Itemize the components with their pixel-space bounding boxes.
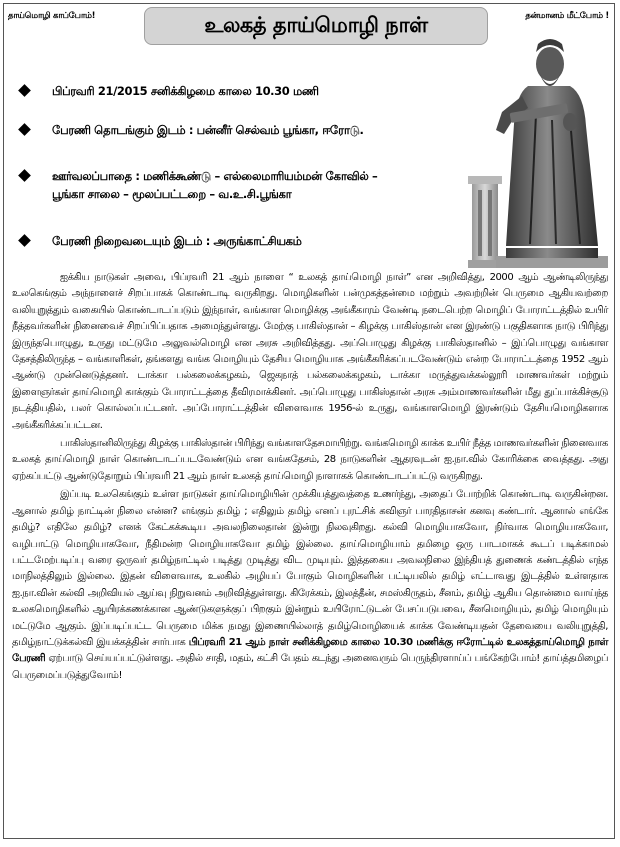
diamond-bullet-icon xyxy=(18,84,31,97)
event-details xyxy=(20,76,480,250)
paragraph-3-text: இப்படி உலகெங்கும் உள்ள நாடுகள் தாய்மொழியின் முக்கியத்துவத்தை உணர்ந்து, அதைப் போற்றிக் கொண்டாடி வருகின்றன. ஆனால் தமிழ் நாட்டின் நிலை என்ன? எங்கும் தமிழ் ; எதிலும் தமிழ் எனப் புரட்சிக் கவிஞர் பாரதிதாசன் கனவு கண்டார். ஆனால் எங்கே தமிழ்? எதிலே தமிழ்? எனக் கேட்கக்கூடிய அவலநிலைதான் இன்று நிலவுகிறது. கல்வி மொழியாகவோ, நிர்வாக மொழியாகவோ, வழிபாட்டு மொழியாகவோ, நீதிமன்ற மொழியாகவோ தமிழ் இல்லை. தாய்மொழியாம் தமிழை ஒரு பாடமாகக் கூடப் படிக்காமல் பட்டமேற்படிப்பு வரை ஒருவர் தமிழ்நாட்டில் படித்து முடித்து விட முடியும். இத்தகைய அவலநிலை இந்தியத் துணைக் கண்டத்தில் எந்த மாநிலத்திலும் இல்லை. இதன் விளைவாக, உலகில் அழியப் போகும் மொழிகளின் பட்டியலில் தமிழ் எட்டாவது இடத்தில் உள்ளதாக ஐ.நா.வின் கல்வி அறிவியல் ஆய்வு நிறுவனம் அறிவித்துள்ளது. கிரேக்கம், இலத்தீன், சமஸ்கிருதம், சீனம், தமிழ் ஆகிய தொன்மை வாய்ந்த உலகமொழிகளில் ஆயிரக்கணக்கான ஆண்டுகளுக்குப் பிறகும் இன்றும் உயிரோட்டுடன் பேசப்படுபவை, சீனமொழியும், தமிழ் மொழியும் மட்டுமே ஆகும். இப்படிப்பட்ட பெருமை மிக்க நமது இணையில்லாத் தமிழ்மொழியைக் காக்க வேண்டியதன் தேவையை வலியுறுத்தி, தமிழ்நாட்டுக்கல்வி இயக்கத்தின் சார்பாக xyxy=(12,489,608,648)
diamond-bullet-icon xyxy=(18,234,31,247)
rally-announcement: பிப்ரவரி 21 ஆம் நாள் சனிக்கிழமை காலை 10.30 மணிக்கு ஈரோட்டில் உலகத்தாய்மொழி நாள் பேரணி xyxy=(12,636,608,665)
page-title: உலகத் தாய்மொழி நாள் xyxy=(204,12,428,37)
statue-image xyxy=(466,34,614,270)
diamond-bullet-icon xyxy=(18,123,31,136)
diamond-bullet-icon xyxy=(18,169,31,182)
event-date-time xyxy=(20,82,480,100)
flyer-page xyxy=(3,3,615,839)
article-paragraph-3 xyxy=(12,487,608,684)
event-start-place xyxy=(20,121,480,139)
event-line: பேரணி நிறைவடையும் இடம் : அருங்காட்சியகம் xyxy=(52,234,302,248)
slogan-right: தன்மானம் மீட்போம் ! xyxy=(525,11,609,21)
article-paragraph-2: பாகிஸ்தானிலிருந்து கிழக்கு பாகிஸ்தான் பிரிந்து வங்காளதேசமாயிற்று. வங்கமொழி காக்க உயிர் நீத்த மாணவர்களின் நினைவாக உலகத் தாய்மொழி நாள் கொண்டாடப்படவேண்டும் என வங்கதேசம், 28 நாடுகளின் ஆதரவுடன் ஐ.நா.வில் கோரிக்கை வைத்தது. அது ஏற்கப்பட்டு ஆண்டுதோறும் பிப்ரவரி 21 ஆம் நாள் உலகத் தாய்மொழி நாளாகக் கொண்டாடப்பட்டு வருகிறது. xyxy=(12,438,608,482)
event-line: பிப்ரவரி 21/2015 சனிக்கிழமை காலை 10.30 மணி xyxy=(52,84,319,98)
article-paragraph-1: ஐக்கிய நாடுகள் அவை, பிப்ரவரி 21 ஆம் நாளை “ உலகத் தாய்மொழி நாள்” என அறிவித்து, 2000 ஆம் ஆண்டிலிருந்து உலகெங்கும் அந்நாளைச் சிறப்பாகக் கொண்டாடி வருகிறது. மொழிகளின் பன்முகத்தன்மை மற்றும் அவற்றின் பெருமை ஆகியவற்றை வலியுறுத்தும் வகையில் கொண்டாடப்படும் இந்நாள், வங்காள மொழிக்கு அங்கீகாரம் வேண்டி நடைபெற்ற மொழிப் போராட்டத்தில் உயிர் நீத்தவர்களின் நினைவைச் சிறப்பிப்பதாக அமைந்துள்ளது. மேற்கு பாகிஸ்தான் – கிழக்கு பாகிஸ்தான் என இரண்டு பகுதிகளாக நாடு பிரிந்து இருந்தபொழுது, உருது மட்டுமே அலுவல்மொழி என அரசு அறிவித்தது. அப்பொழுது கிழக்கு பாகிஸ்தானில் – இப்பொழுது வங்காள தேசத்திலிருந்த – வங்காளிகள், தங்களது வங்க மொழியும் தேசிய மொழியாக அங்கீகரிக்கப்படவேண்டும் என்ற போராட்டத்தை 1952 ஆம் ஆண்டு முன்னெடுத்தனர். டாக்கா பல்கலைக்கழகம், ஜெகநாத் பல்கலைக்கழகம், டாக்கா மருத்துவக்கல்லூரி மாணவர்கள் மற்றும் இளைஞர்கள் தாய்மொழி காக்கும் போராட்டத்தை தீவிரமாக்கினர். அப்பொழுது பாகிஸ்தான் அரசு அம்மாணவர்களின் மீது துப்பாக்கிச்சூடு நடத்தியதில், பலர் கொல்லப்பட்டனர். அப்போராட்டத்தின் விளைவாக 1956-ல் உருது, வங்காளமொழி இரண்டும் தேசியமொழிகளாக அங்கீகரிக்கப்பட்டன. xyxy=(12,272,608,431)
event-end-place xyxy=(20,232,480,250)
event-line: பேரணி தொடங்கும் இடம் : பன்னீர் செல்வம் பூங்கா, ஈரோடு. xyxy=(52,123,364,137)
event-route xyxy=(20,167,480,203)
article-body xyxy=(12,270,608,684)
event-line: ஊர்வலப்பாதை : மணிக்கூண்டு – எல்லைமாரியம்மன் கோவில் – xyxy=(52,169,378,183)
paragraph-3-closing: ஏற்பாடு செய்யப்பட்டுள்ளது. அதில் சாதி, மதம், கட்சி பேதம் கடந்து அனைவரும் பெருந்திரளாய்ப் பங்கேற்போம்! தாய்த்தமிழைப் பெருமைப்படுத்துவோம்! xyxy=(12,653,608,681)
event-line: பூங்கா சாலை – மூலப்பட்டறை – வ.உ.சி.பூங்கா xyxy=(52,187,292,201)
slogan-left: தாய்மொழி காப்போம்! xyxy=(8,11,96,21)
title-banner xyxy=(144,7,488,45)
